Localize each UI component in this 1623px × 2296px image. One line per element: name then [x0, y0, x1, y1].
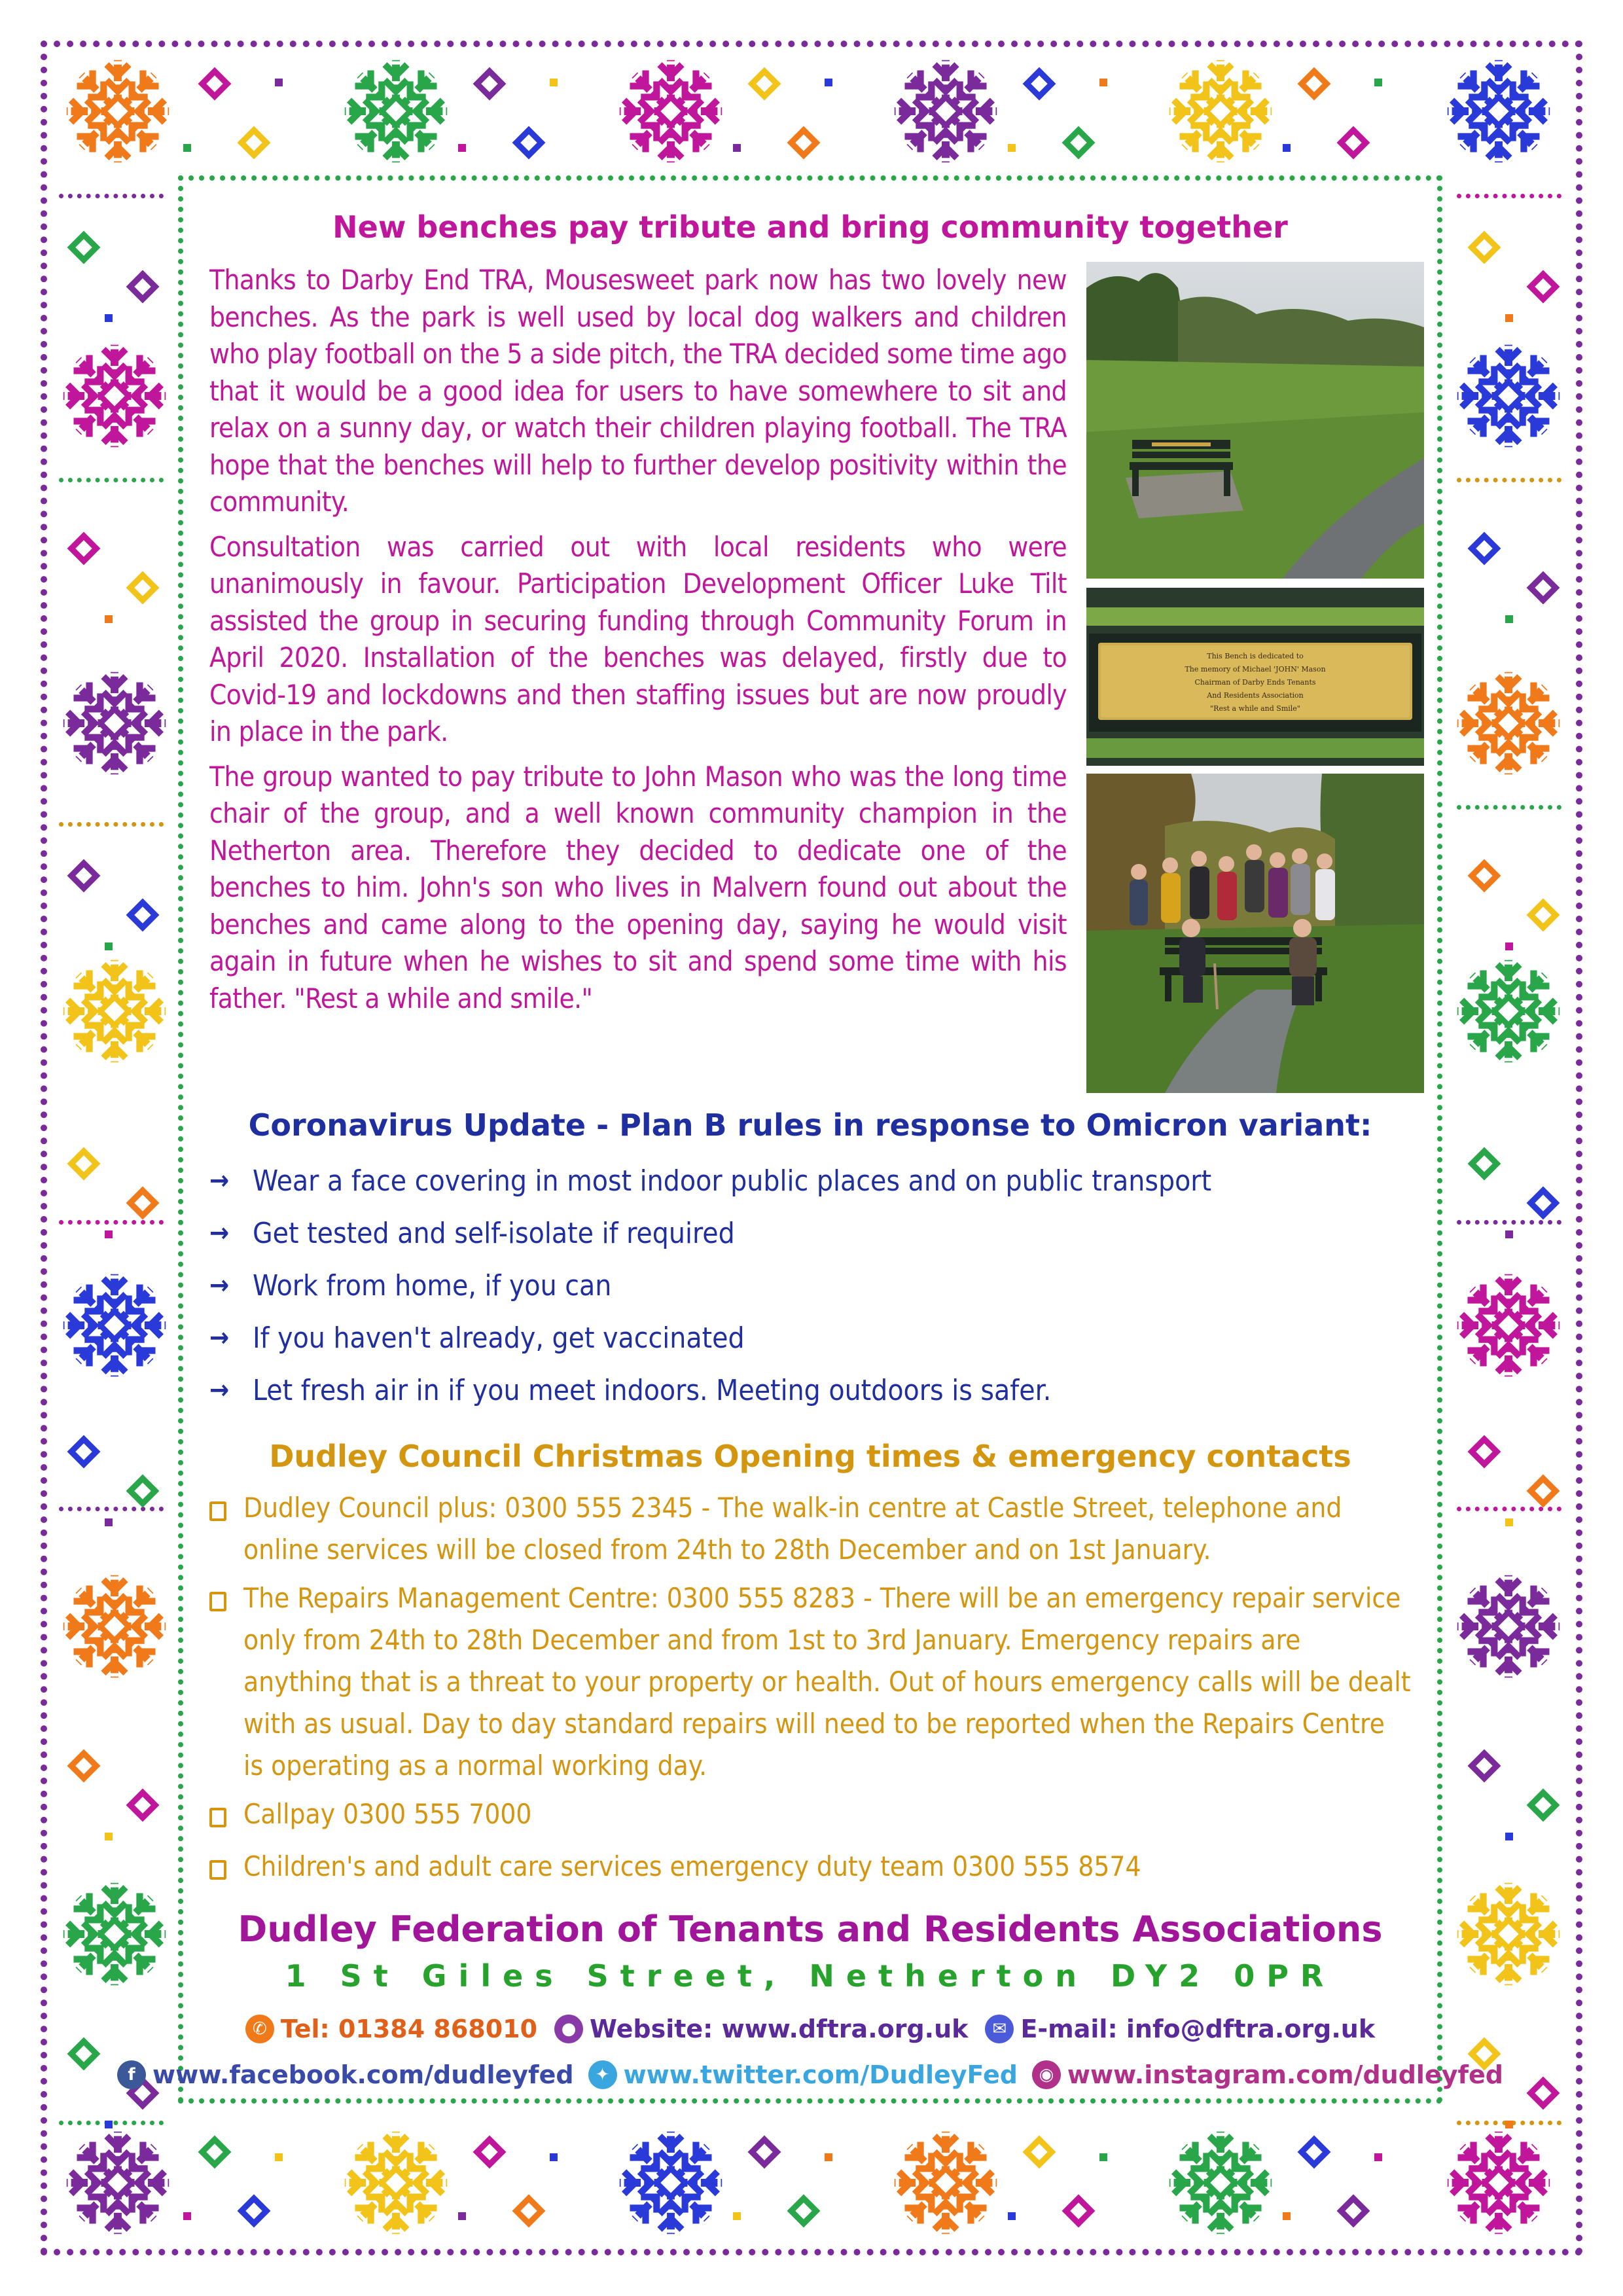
border-dash: [1457, 194, 1561, 198]
snowflake-icon: [59, 956, 170, 1067]
dot-icon: [275, 79, 283, 86]
list-item: [209, 1793, 1411, 1839]
contact-row: [209, 2015, 1411, 2043]
dot-icon: [825, 79, 832, 86]
organisation-address: 1 St Giles Street, Netherton DY2 0PR: [285, 1958, 1336, 1994]
article-paragraph: Thanks to Darby End TRA, Mousesweet park now has two lovely new benches. As the park is well used by local dog walkers and children who play football on the 5 a side pitch, the TRA decided some time ago that it would be a good idea for users to have somewhere to sit and relax on a sunny day, or watch their children playing football. The TRA hope that the benches will help to further develop positivity within the community.: [209, 264, 1067, 518]
covid-rule: If you haven't already, get vaccinated: [253, 1321, 745, 1355]
dot-icon: [458, 144, 466, 152]
snowflake-icon: [1453, 956, 1564, 1067]
checkbox-bullet-icon: [209, 1846, 243, 1892]
council-contact: The Repairs Management Centre: 0300 555 8283 - There will be an emergency repair service only from 24th to 28th December and from 1st to 3rd January. Emergency repairs are anything that is a threat to your property or health. Out of hours emergency calls will be dealt with as usual. Day to day standard repairs will need to be reported when the Repairs Centre is operating as a normal working day.: [243, 1582, 1411, 1782]
dot-icon: [105, 942, 113, 950]
dot-icon: [1374, 2153, 1382, 2161]
plaque-line: Chairman of Darby Ends Tenants: [1194, 678, 1316, 687]
snowflake-icon: [1453, 668, 1564, 779]
snowflake-icon: [615, 56, 726, 167]
border-dash: [59, 1220, 164, 1225]
list-item: [209, 1155, 1411, 1207]
instagram-link[interactable]: [1032, 2060, 1503, 2089]
snowflake-icon: [1453, 1270, 1564, 1381]
snowflake-icon: [890, 56, 1001, 167]
covid-rules-list: [209, 1155, 1411, 1416]
snowflake-icon: [59, 1878, 170, 1990]
dot-icon: [1505, 1230, 1513, 1238]
plaque-line: And Residents Association: [1207, 691, 1304, 700]
dot-icon: [550, 2153, 558, 2161]
snowflake-icon: [59, 668, 170, 779]
checkbox-bullet-icon: [209, 1487, 243, 1571]
dot-icon: [183, 2212, 191, 2220]
snowflake-icon: [1453, 340, 1564, 452]
snowflake-icon: [59, 1571, 170, 1682]
snowflake-icon: [59, 340, 170, 452]
arrow-icon: →: [209, 1270, 230, 1300]
list-item: [209, 1577, 1411, 1787]
border-dash: [59, 822, 164, 827]
snowflake-icon: [340, 2127, 452, 2238]
email-link[interactable]: [985, 2015, 1375, 2043]
border-dash: [59, 478, 164, 482]
council-contact: Callpay 0300 555 7000: [243, 1798, 532, 1830]
arrow-icon: →: [209, 1323, 230, 1353]
plaque-photo: [1086, 588, 1424, 766]
dot-icon: [105, 314, 113, 322]
snowflake-icon: [1165, 56, 1276, 167]
dot-icon: [105, 1833, 113, 1840]
dot-icon: [275, 2153, 283, 2161]
dot-icon: [550, 79, 558, 86]
bench-photo: [1086, 262, 1424, 579]
list-item: [209, 1364, 1411, 1416]
dot-icon: [105, 2121, 113, 2128]
snowflake-icon: [340, 56, 452, 167]
list-item: [209, 1846, 1411, 1892]
border-dash: [1457, 1220, 1561, 1225]
dot-icon: [1374, 79, 1382, 86]
envelope-icon: ✉: [985, 2015, 1014, 2043]
dot-icon: [1283, 2212, 1291, 2220]
border-dash: [59, 194, 164, 198]
arrow-icon: →: [209, 1166, 230, 1196]
covid-rule: Let fresh air in if you meet indoors. Meeting outdoors is safer.: [253, 1373, 1052, 1407]
list-item: [209, 1207, 1411, 1259]
dot-icon: [1505, 942, 1513, 950]
arrow-icon: →: [209, 1375, 230, 1405]
dot-icon: [1283, 144, 1291, 152]
border-dash: [1457, 478, 1561, 482]
council-contacts-list: [209, 1487, 1411, 1898]
email-address: E-mail: info@dftra.org.uk: [1020, 2015, 1376, 2043]
facebook-link[interactable]: [117, 2060, 574, 2089]
border-dash: [1457, 805, 1561, 810]
dot-icon: [1505, 2121, 1513, 2128]
instagram-url: www.instagram.com/dudleyfed: [1067, 2060, 1503, 2089]
dot-icon: [1008, 2212, 1016, 2220]
border-dash: [1457, 1507, 1561, 1511]
covid-rule: Work from home, if you can: [253, 1268, 612, 1302]
plaque-line: The memory of Michael 'JOHN' Mason: [1185, 665, 1326, 673]
border-dash: [59, 1507, 164, 1511]
phone-number: Tel: 01384 868010: [280, 2015, 538, 2043]
covid-title: Coronavirus Update - Plan B rules in response to Omicron variant:: [248, 1107, 1372, 1143]
covid-rule: Get tested and self-isolate if required: [253, 1216, 735, 1250]
covid-rule: Wear a face covering in most indoor public places and on public transport: [253, 1164, 1212, 1198]
dot-icon: [825, 2153, 832, 2161]
list-item: [209, 1312, 1411, 1364]
twitter-url: www.twitter.com/DudleyFed: [623, 2060, 1018, 2089]
website-url: Website: www.dftra.org.uk: [590, 2015, 969, 2043]
checkbox-bullet-icon: [209, 1577, 243, 1787]
dot-icon: [1505, 615, 1513, 623]
dot-icon: [105, 1230, 113, 1238]
list-item: [209, 1487, 1411, 1571]
article-body: [209, 262, 1067, 1025]
dot-icon: [1099, 79, 1107, 86]
snowflake-icon: [1453, 1571, 1564, 1682]
snowflake-icon: [615, 2127, 726, 2238]
list-item: [209, 1259, 1411, 1312]
snowflake-icon: [62, 56, 173, 167]
snowflake-icon: [1165, 2127, 1276, 2238]
phone-icon: ✆: [245, 2015, 274, 2043]
dot-icon: [183, 144, 191, 152]
dot-icon: [105, 615, 113, 623]
dot-icon: [1505, 314, 1513, 322]
article-headline: New benches pay tribute and bring community together: [332, 209, 1288, 245]
social-links: [128, 2060, 1503, 2089]
facebook-icon: f: [117, 2060, 146, 2089]
dot-icon: [1008, 144, 1016, 152]
dot-icon: [733, 144, 741, 152]
dot-icon: [105, 1518, 113, 1526]
phone-contact[interactable]: [245, 2015, 537, 2043]
checkbox-bullet-icon: [209, 1793, 243, 1839]
article-paragraph: Consultation was carried out with local residents who were unanimously in favour. Participation Development Officer Luke Tilt assisted the group in securing funding through Community Forum in April 2020. Installation of the benches was delayed, firstly due to Covid-19 and lockdowns and then staffing issues but are now proudly in place in the park.: [209, 530, 1067, 747]
website-link[interactable]: [554, 2015, 968, 2043]
facebook-url: www.facebook.com/dudleyfed: [152, 2060, 574, 2089]
plaque-line: "Rest a while and Smile": [1210, 704, 1300, 713]
snowflake-icon: [1443, 56, 1554, 167]
council-title: Dudley Council Christmas Opening times & emergency contacts: [269, 1439, 1351, 1474]
instagram-icon: ◉: [1032, 2060, 1061, 2089]
snowflake-icon: [62, 2127, 173, 2238]
dot-icon: [458, 2212, 466, 2220]
twitter-link[interactable]: [588, 2060, 1018, 2089]
group-photo: [1086, 774, 1424, 1093]
snowflake-icon: [890, 2127, 1001, 2238]
snowflake-icon: [59, 1270, 170, 1381]
article-paragraph: The group wanted to pay tribute to John Mason who was the long time chair of the group, and a well known community champion in the Netherton area. Therefore they decided to dedicate one of the benches to him. John's son who lives in Malvern found out about the benches and came along to the opening day, saying he would visit again in future when he wishes to sit and spend some time with his father. "Rest a while and smile.": [209, 760, 1067, 1014]
arrow-icon: →: [209, 1218, 230, 1248]
plaque-line: This Bench is dedicated to: [1207, 652, 1304, 660]
dot-icon: [1505, 1518, 1513, 1526]
organisation-name: Dudley Federation of Tenants and Residents Associations: [238, 1909, 1383, 1950]
globe-icon: ●: [554, 2015, 583, 2043]
council-contact: Dudley Council plus: 0300 555 2345 - The walk-in centre at Castle Street, telephone and online services will be closed from 24th to 28th December and on 1st January.: [243, 1492, 1342, 1566]
dot-icon: [1505, 1833, 1513, 1840]
snowflake-icon: [1443, 2127, 1554, 2238]
twitter-icon: ✦: [588, 2060, 617, 2089]
snowflake-icon: [1453, 1878, 1564, 1990]
council-contact: Children's and adult care services emergency duty team 0300 555 8574: [243, 1850, 1141, 1882]
dot-icon: [733, 2212, 741, 2220]
dot-icon: [1099, 2153, 1107, 2161]
